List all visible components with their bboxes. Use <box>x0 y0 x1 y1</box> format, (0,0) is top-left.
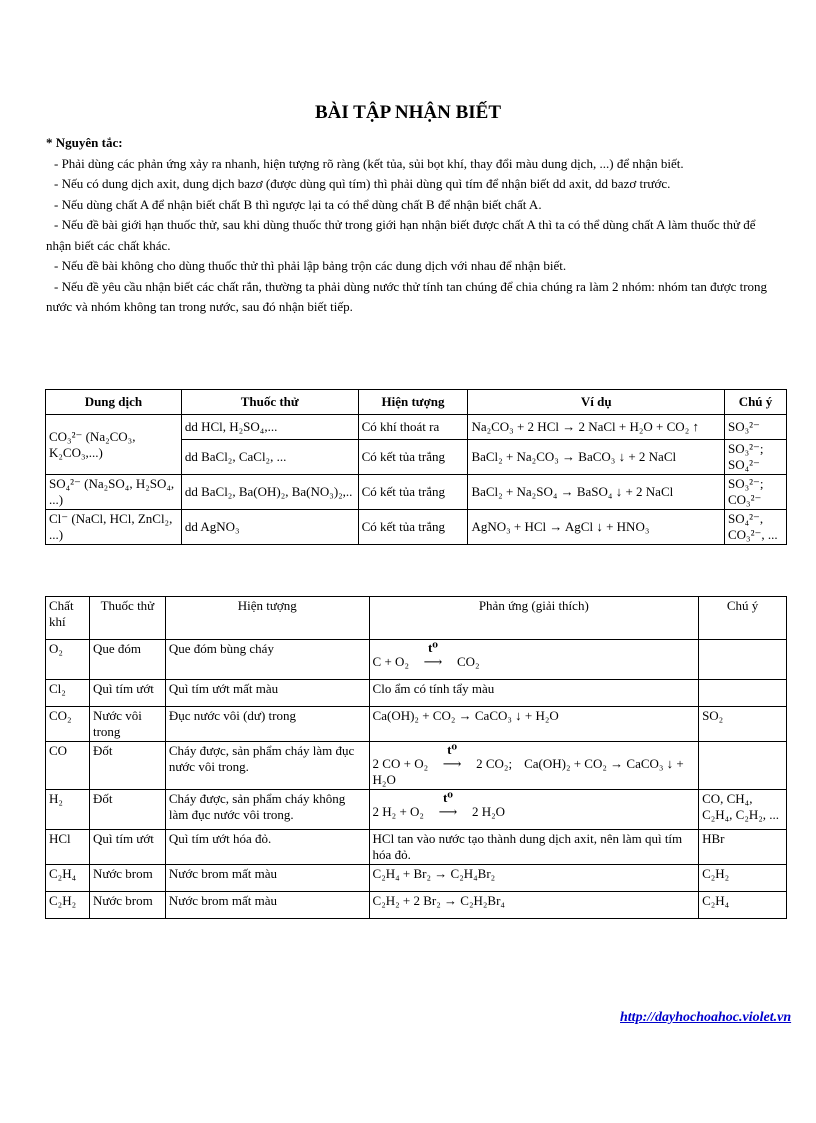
table-cell: H₂ <box>46 790 90 830</box>
table-cell <box>699 640 787 680</box>
table-cell: Có kết tủa trắng <box>358 475 468 510</box>
table-cell: dd HCl, H₂SO₄,... <box>181 415 358 440</box>
table-cell: O₂ <box>46 640 90 680</box>
table-cell: Có kết tủa trắng <box>358 440 468 475</box>
table-row <box>46 790 787 830</box>
table-cell: Ca(OH)₂ + CO₂ → CaCO₃ ↓ + H₂O <box>369 707 699 742</box>
table-cell: CO₃²⁻ (Na₂CO₃, K₂CO₃,...) <box>46 415 182 475</box>
heat-arrow-icon: t⁰ ⟶ <box>424 804 472 820</box>
table-cell: HCl <box>46 830 90 865</box>
table-cell: Quì tím ướt hóa đỏ. <box>165 830 369 865</box>
table-cell: SO₂ <box>699 707 787 742</box>
header-cell: Ví dụ <box>468 390 725 415</box>
table-cell: Có khí thoát ra <box>358 415 468 440</box>
reaction-reactants: 2 CO + O₂ <box>372 756 429 771</box>
table-cell: Nước brom mất màu <box>165 892 369 919</box>
header-cell: Phản ứng (giải thích) <box>369 597 699 640</box>
gas-table-body <box>46 640 787 919</box>
table-cell: Quì tím ướt mất màu <box>165 680 369 707</box>
reaction-secondary: Ca(OH)₂ + CO₂ → CaCO₃ ↓ + H₂O <box>372 756 684 787</box>
table-cell <box>369 640 699 680</box>
table-cell: C₂H₂ <box>46 892 90 919</box>
table-cell: Clo ẩm có tính tẩy màu <box>369 680 699 707</box>
heat-label: t⁰ <box>447 742 458 757</box>
table-cell: CO, CH₄, C₂H₄, C₂H₂, ... <box>699 790 787 830</box>
page-title: BÀI TẬP NHẬN BIẾT <box>314 102 501 123</box>
table-cell: HBr <box>699 830 787 865</box>
table-cell: BaCl₂ + Na₂CO₃ → BaCO₃ ↓ + 2 NaCl <box>468 440 725 475</box>
table-cell: Nước brom mất màu <box>165 865 369 892</box>
anion-identification-table <box>45 389 787 545</box>
principle-rule: - Nếu có dung dịch axit, dung dịch bazơ (được dùng quì tím) thì phải dùng quì tím để nhận biết dd axit, dd bazơ trước. <box>54 176 671 191</box>
table-cell: C₂H₂ <box>699 865 787 892</box>
principle-rule: - Nếu đề bài giới hạn thuốc thử, sau khi dùng thuốc thử trong giới hạn nhận biết được chất A thì ta có thể dùng chất A làm thuốc thử để nhận biết các chất khác. <box>46 217 756 253</box>
table-row <box>46 742 787 790</box>
table-cell: CO₂ <box>46 707 90 742</box>
principle-rule: - Nếu đề yêu cầu nhận biết các chất rắn, thường ta phải dùng nước thử tính tan chúng để chia chúng ra làm 2 nhóm: nhóm tan được trong nước và nhóm không tan trong nước, sau đó nhận biết tiếp. <box>46 278 768 314</box>
table-cell: dd AgNO₃ <box>181 510 358 545</box>
heat-arrow-icon: t⁰ ⟶ <box>409 654 457 670</box>
table-cell: Quì tím ướt <box>89 680 165 707</box>
table-cell: Đốt <box>89 790 165 830</box>
heat-label: t⁰ <box>427 640 438 655</box>
table-cell: Có kết tủa trắng <box>358 510 468 545</box>
table-cell: SO₃²⁻; SO₄²⁻ <box>725 440 787 475</box>
header-cell: Chú ý <box>725 390 787 415</box>
table-cell: C₂H₄ <box>699 892 787 919</box>
heat-label: t⁰ <box>442 790 453 805</box>
table-cell: Que đóm <box>89 640 165 680</box>
heat-arrow-icon: t⁰ ⟶ <box>428 756 476 772</box>
table-cell: Nước vôi trong <box>89 707 165 742</box>
table-row <box>46 510 787 545</box>
table-row <box>46 865 787 892</box>
table-cell <box>369 742 699 790</box>
table-cell: Nước brom <box>89 865 165 892</box>
gas-identification-table <box>45 596 787 919</box>
table-cell: dd BaCl₂, Ba(OH)₂, Ba(NO₃)₂,.. <box>181 475 358 510</box>
table-cell <box>699 742 787 790</box>
table-row <box>46 415 787 440</box>
table-row <box>46 475 787 510</box>
table-cell: C₂H₄ + Br₂ → C₂H₄Br₂ <box>369 865 699 892</box>
reaction-products: 2 CO₂; <box>476 756 513 771</box>
reaction-reactants: C + O₂ <box>372 654 409 669</box>
table-cell: Đốt <box>89 742 165 790</box>
table-cell: HCl tan vào nước tạo thành dung dịch axit, nên làm quì tím hóa đỏ. <box>369 830 699 865</box>
table-cell <box>699 680 787 707</box>
table-cell: Cháy được, sản phẩm cháy không làm đục nước vôi trong. <box>165 790 369 830</box>
reaction-products: CO₂ <box>456 654 480 669</box>
table-cell <box>369 790 699 830</box>
table-cell: SO₃²⁻; CO₃²⁻ <box>725 475 787 510</box>
table-cell: Que đóm bùng cháy <box>165 640 369 680</box>
table-cell: Cháy được, sản phẩm cháy làm đục nước vôi trong. <box>165 742 369 790</box>
table-cell: SO₃²⁻ <box>725 415 787 440</box>
principle-rule: - Phải dùng các phản ứng xảy ra nhanh, hiện tượng rõ ràng (kết tủa, sủi bọt khí, thay đổi màu dung dịch, ...) để nhận biết. <box>54 155 684 171</box>
table-cell: BaCl₂ + Na₂SO₄ → BaSO₄ ↓ + 2 NaCl <box>468 475 725 510</box>
table-cell: C₂H₂ + 2 Br₂ → C₂H₂Br₄ <box>369 892 699 919</box>
principle-rule: - Nếu đề bài không cho dùng thuốc thử thì phải lập bảng trộn các dung dịch với nhau để nhận biết. <box>54 258 567 273</box>
table-row <box>46 707 787 742</box>
footer-link[interactable]: http://dayhochoahoc.violet.vn <box>620 1010 792 1025</box>
table-row <box>46 640 787 680</box>
table-cell: Cl⁻ (NaCl, HCl, ZnCl₂, ...) <box>46 510 182 545</box>
principles-section <box>46 133 776 318</box>
header-cell: Thuốc thử <box>181 390 358 415</box>
reaction-reactants: 2 H₂ + O₂ <box>372 804 424 819</box>
principle-rule: - Nếu dùng chất A để nhận biết chất B thì ngược lại ta có thể dùng chất B để nhận biết chất A. <box>54 196 542 212</box>
table-cell: Nước brom <box>89 892 165 919</box>
table-row <box>46 830 787 865</box>
table-cell: Quì tím ướt <box>89 830 165 865</box>
header-cell: Thuốc thử <box>89 597 165 640</box>
table-cell: dd BaCl₂, CaCl₂, ... <box>181 440 358 475</box>
table-header-row <box>46 597 787 640</box>
table-header-row <box>46 390 787 415</box>
reaction-products: 2 H₂O <box>471 804 506 819</box>
header-cell: Chú ý <box>699 597 787 640</box>
table-cell: Na₂CO₃ + 2 HCl → 2 NaCl + H₂O + CO₂ ↑ <box>468 415 725 440</box>
header-cell: Dung dịch <box>46 390 182 415</box>
principles-heading: * Nguyên tắc: <box>46 135 123 150</box>
header-cell: Hiện tượng <box>165 597 369 640</box>
header-cell: Hiện tượng <box>358 390 468 415</box>
table-row <box>46 892 787 919</box>
table-row <box>46 680 787 707</box>
table-cell: SO₄²⁻, CO₃²⁻, ... <box>725 510 787 545</box>
table-cell: SO₄²⁻ (Na₂SO₄, H₂SO₄, ...) <box>46 475 182 510</box>
table-cell: CO <box>46 742 90 790</box>
table-cell: AgNO₃ + HCl → AgCl ↓ + HNO₃ <box>468 510 725 545</box>
table-cell: Đục nước vôi (dư) trong <box>165 707 369 742</box>
table-cell: Cl₂ <box>46 680 90 707</box>
header-cell: Chất khí <box>46 597 90 640</box>
table-cell: C₂H₄ <box>46 865 90 892</box>
